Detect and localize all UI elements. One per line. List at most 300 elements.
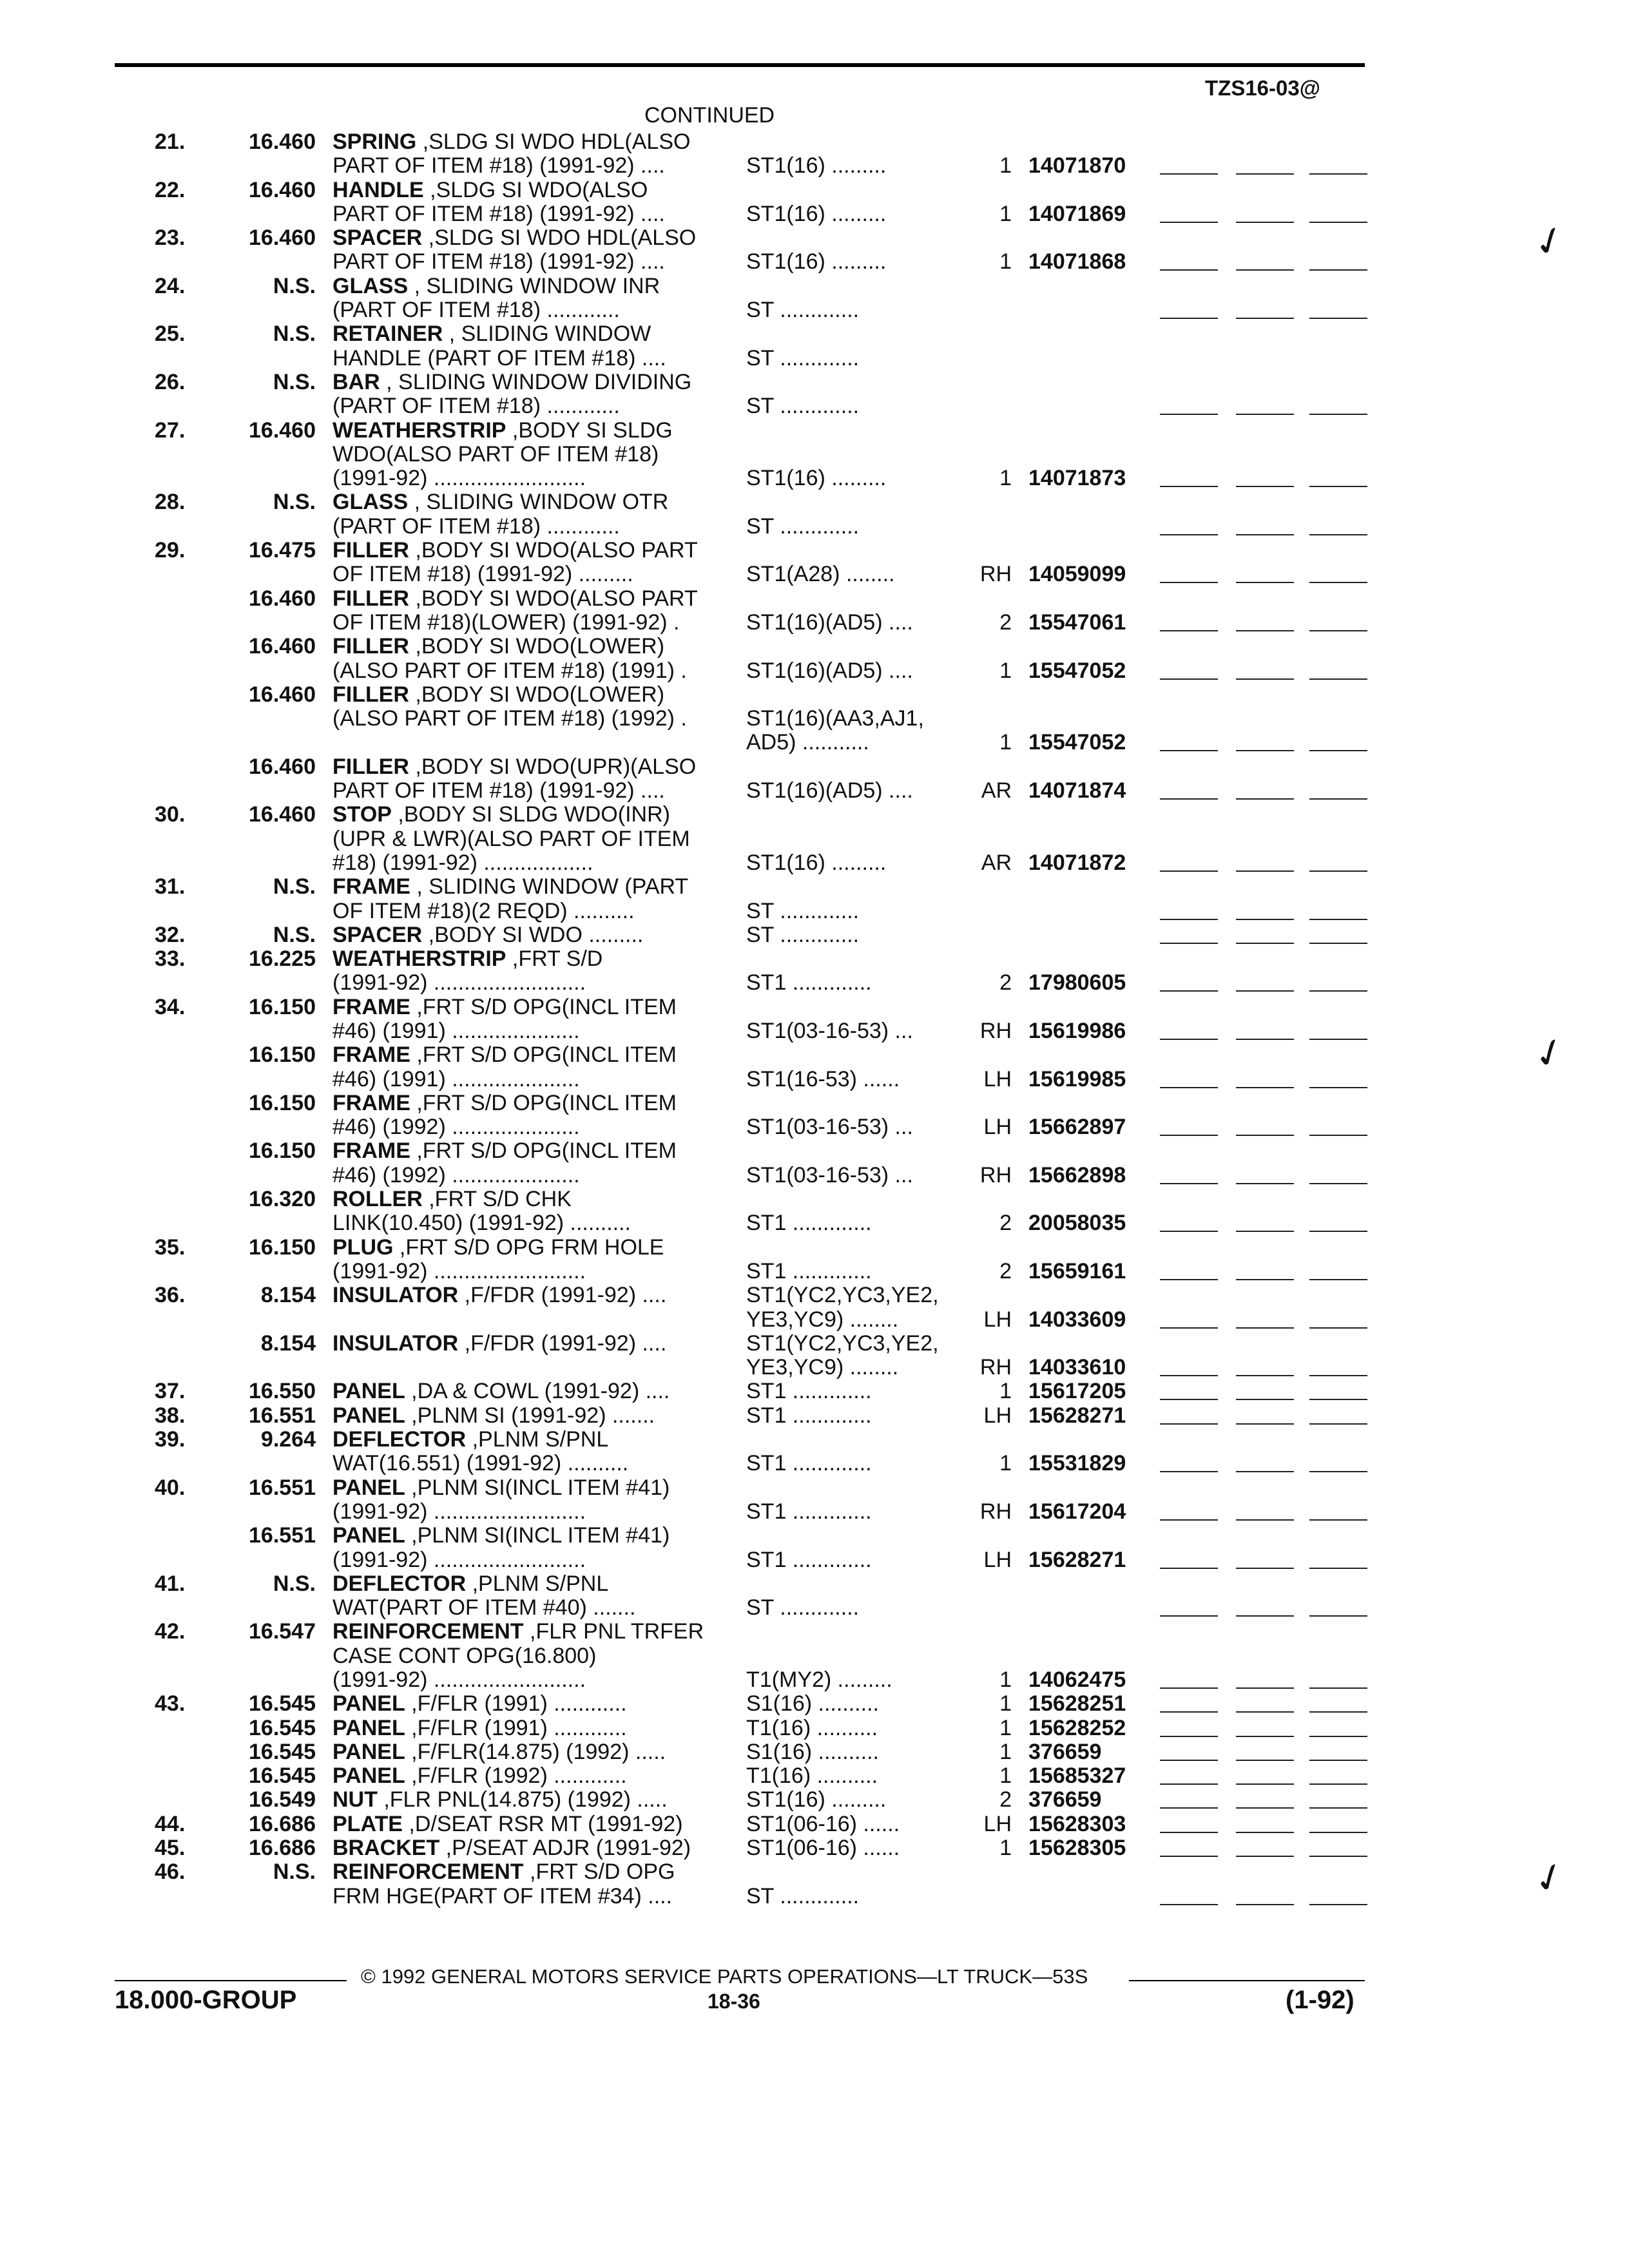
description-text: ,PLNM SI(INCL ITEM #41) xyxy=(405,1523,670,1548)
item-number: 41. xyxy=(155,1571,186,1596)
blank-line xyxy=(1236,1183,1294,1184)
blank-line xyxy=(1236,1423,1294,1425)
description-text: (PART OF ITEM #18) ............ xyxy=(333,298,620,323)
description-text: ,BODY SI WDO(ALSO PART xyxy=(409,538,698,563)
quantity: LH xyxy=(983,1066,1012,1091)
description-text: (1991-92) ......................... xyxy=(333,1547,586,1572)
model-code: ST ............. xyxy=(746,345,860,370)
blank-line xyxy=(1160,318,1218,319)
part-name: PANEL xyxy=(333,1739,405,1764)
table-row xyxy=(0,1452,1629,1475)
description-text: LINK(10.450) (1991-92) .......... xyxy=(333,1211,631,1236)
blank-line xyxy=(1309,1736,1367,1737)
part-number: 376659 xyxy=(1028,1739,1102,1764)
blank-line xyxy=(1309,1519,1367,1521)
group-number: 16.150 xyxy=(249,1043,316,1068)
page-number: 18-36 xyxy=(708,1990,760,2013)
description xyxy=(333,1668,586,1692)
table-row xyxy=(0,827,1629,851)
table-row xyxy=(0,611,1629,635)
table-row xyxy=(0,1548,1629,1572)
model-code: ST1(16)(AD5) .... xyxy=(746,658,913,683)
description xyxy=(333,539,698,562)
group-number: 16.549 xyxy=(249,1787,316,1812)
group-number: 16.686 xyxy=(249,1836,316,1861)
part-name: FILLER xyxy=(333,754,409,779)
part-number: 15628305 xyxy=(1028,1836,1126,1861)
table-row xyxy=(0,1091,1629,1115)
table-row xyxy=(0,1019,1629,1043)
table-row xyxy=(0,635,1629,658)
quantity: 1 xyxy=(999,466,1012,491)
blank-line xyxy=(1160,1423,1218,1425)
description-text: #18) (1991-92) .................. xyxy=(333,850,593,875)
part-name: WEATHERSTRIP xyxy=(333,418,506,443)
part-name: PANEL xyxy=(333,1763,405,1789)
table-row xyxy=(0,707,1629,731)
description xyxy=(333,635,664,658)
group-number: 16.150 xyxy=(249,994,316,1019)
description xyxy=(333,1164,580,1187)
description xyxy=(333,1692,627,1716)
part-number: 15619985 xyxy=(1028,1066,1126,1091)
description-text: ,F/FLR(14.875) (1992) ..... xyxy=(405,1739,666,1764)
blank-line xyxy=(1160,1711,1218,1713)
blank-line xyxy=(1309,750,1367,751)
blank-line xyxy=(1160,582,1218,583)
blank-line xyxy=(1236,269,1294,271)
part-number: 14033610 xyxy=(1028,1355,1126,1380)
blank-line xyxy=(1160,750,1218,751)
table-row xyxy=(0,1644,1629,1668)
quantity: LH xyxy=(983,1811,1012,1836)
model-code: ST1(16) ......... xyxy=(746,850,887,875)
blank-line xyxy=(1309,1687,1367,1689)
description-text: ,FRT S/D OPG FRM HOLE xyxy=(393,1235,664,1260)
blank-line xyxy=(1309,1807,1367,1809)
description-text: ,FRT S/D OPG(INCL ITEM xyxy=(410,1090,677,1115)
blank-line xyxy=(1160,943,1218,944)
table-row xyxy=(0,274,1629,298)
group-number: 9.264 xyxy=(260,1427,316,1452)
blank-line xyxy=(1160,1760,1218,1761)
model-code: ST1(16)(AD5) .... xyxy=(746,778,913,803)
group-number: 16.320 xyxy=(249,1187,316,1212)
quantity: 1 xyxy=(999,153,1012,178)
model-code: ST ............. xyxy=(746,514,860,539)
model-code: ST1(16) ......... xyxy=(746,153,887,178)
table-row xyxy=(0,875,1629,899)
description-text: OF ITEM #18)(2 REQD) .......... xyxy=(333,898,635,923)
part-number: 376659 xyxy=(1028,1787,1102,1812)
blank-line xyxy=(1309,582,1367,583)
description xyxy=(333,1500,586,1524)
part-number: 14033609 xyxy=(1028,1307,1126,1332)
description xyxy=(333,298,620,322)
table-row xyxy=(0,995,1629,1019)
description-text: #46) (1992) ..................... xyxy=(333,1162,580,1187)
part-name: PANEL xyxy=(333,1475,405,1500)
quantity: LH xyxy=(983,1115,1012,1140)
blank-line xyxy=(1236,1327,1294,1329)
quantity: 1 xyxy=(999,1379,1012,1404)
blank-line xyxy=(1309,1760,1367,1761)
description xyxy=(333,443,659,466)
blank-line xyxy=(1309,1832,1367,1833)
blank-line xyxy=(1309,870,1367,872)
group-number: 16.460 xyxy=(249,130,316,154)
group-number: N.S. xyxy=(273,1860,316,1885)
part-name: GLASS xyxy=(333,490,409,515)
model-code: ST1(03-16-53) ... xyxy=(746,1018,913,1043)
blank-line xyxy=(1236,1711,1294,1713)
table-row xyxy=(0,1524,1629,1548)
blank-line xyxy=(1160,990,1218,992)
blank-line xyxy=(1160,222,1218,223)
table-row xyxy=(0,1043,1629,1067)
group-number: N.S. xyxy=(273,322,316,347)
item-number: 29. xyxy=(155,538,186,563)
model-code: ST1(16-53) ...... xyxy=(746,1066,900,1091)
description xyxy=(333,1379,670,1403)
group-number: 16.460 xyxy=(249,226,316,251)
part-name: FRAME xyxy=(333,1043,410,1068)
description-text: #46) (1991) ..................... xyxy=(333,1066,580,1091)
model-code: ST1(16) ......... xyxy=(746,466,887,491)
group-number: 16.545 xyxy=(249,1739,316,1764)
description xyxy=(333,1332,666,1356)
table-row xyxy=(0,1740,1629,1764)
table-row xyxy=(0,851,1629,875)
table-row xyxy=(0,347,1629,370)
group-number: N.S. xyxy=(273,922,316,947)
group-number: 16.551 xyxy=(249,1523,316,1548)
description xyxy=(333,394,620,418)
description-text: ,BODY SI WDO(LOWER) xyxy=(409,682,665,707)
table-row xyxy=(0,1404,1629,1428)
description xyxy=(333,1885,672,1908)
group-number: 8.154 xyxy=(260,1283,316,1308)
quantity: RH xyxy=(979,1162,1012,1187)
description-text: ,F/FLR (1991) ............ xyxy=(405,1691,627,1716)
item-number: 31. xyxy=(155,874,186,899)
description-text: ,PLNM SI (1991-92) ....... xyxy=(405,1403,655,1428)
table-row xyxy=(0,226,1629,250)
blank-line xyxy=(1236,1687,1294,1689)
blank-line xyxy=(1160,1615,1218,1617)
description-text: (1991-92) ......................... xyxy=(333,1667,586,1692)
blank-line xyxy=(1309,1183,1367,1184)
quantity: 1 xyxy=(999,1763,1012,1789)
table-row xyxy=(0,971,1629,995)
description xyxy=(333,827,690,851)
model-code: ST1(16) ......... xyxy=(746,201,887,226)
table-row xyxy=(0,1812,1629,1836)
table-row xyxy=(0,1764,1629,1788)
part-number: 15617205 xyxy=(1028,1379,1126,1404)
check-mark: ✓ xyxy=(1527,1852,1573,1904)
description-text: (1991-92) ......................... xyxy=(333,466,586,491)
blank-line xyxy=(1309,1279,1367,1280)
blank-line xyxy=(1236,534,1294,535)
table-row xyxy=(0,1332,1629,1356)
blank-line xyxy=(1160,1471,1218,1472)
part-number: 15619986 xyxy=(1028,1018,1126,1043)
blank-line xyxy=(1309,1471,1367,1472)
blank-line xyxy=(1160,534,1218,535)
group-number: 16.545 xyxy=(249,1715,316,1740)
model-code: ST1(16)(AA3,AJ1, xyxy=(746,706,924,731)
item-number: 43. xyxy=(155,1691,186,1716)
quantity: LH xyxy=(983,1403,1012,1428)
description xyxy=(333,322,651,346)
part-number: 15547052 xyxy=(1028,658,1126,683)
description xyxy=(333,154,665,178)
description-text: ,F/FDR (1991-92) .... xyxy=(458,1331,667,1356)
table-row xyxy=(0,683,1629,707)
quantity: 1 xyxy=(999,730,1012,755)
blank-line xyxy=(1236,678,1294,680)
blank-line xyxy=(1236,318,1294,319)
quantity: RH xyxy=(979,1355,1012,1380)
description-text: ,DA & COWL (1991-92) .... xyxy=(405,1379,670,1404)
description xyxy=(333,587,698,611)
model-code: ST1(A28) ........ xyxy=(746,562,895,587)
blank-line xyxy=(1160,1568,1218,1569)
blank-line xyxy=(1160,1687,1218,1689)
part-number: 15531829 xyxy=(1028,1451,1126,1476)
table-row xyxy=(0,1428,1629,1452)
blank-line xyxy=(1309,1327,1367,1329)
blank-line xyxy=(1160,678,1218,680)
table-row xyxy=(0,755,1629,779)
model-code: ST1(16)(AD5) .... xyxy=(746,610,913,635)
part-name: SPACER xyxy=(333,922,423,947)
description-text: , SLIDING WINDOW (PART xyxy=(410,874,689,899)
part-name: NUT xyxy=(333,1787,378,1812)
item-number: 37. xyxy=(155,1379,186,1404)
description-text: #46) (1992) ..................... xyxy=(333,1115,580,1140)
description xyxy=(333,490,668,514)
part-name: FILLER xyxy=(333,586,409,611)
item-number: 30. xyxy=(155,802,186,827)
part-name: PANEL xyxy=(333,1691,405,1716)
group-number: 16.475 xyxy=(249,538,316,563)
quantity: 1 xyxy=(999,1667,1012,1692)
blank-line xyxy=(1309,318,1367,319)
quantity: 1 xyxy=(999,1451,1012,1476)
blank-line xyxy=(1236,1783,1294,1785)
part-name: PLUG xyxy=(333,1235,394,1260)
blank-line xyxy=(1160,798,1218,800)
blank-line xyxy=(1236,943,1294,944)
model-code: ST1(16) ......... xyxy=(746,249,887,274)
part-name: PANEL xyxy=(333,1523,405,1548)
model-code: ST1 ............. xyxy=(746,1403,872,1428)
blank-line xyxy=(1160,1327,1218,1329)
blank-line xyxy=(1236,919,1294,920)
blank-line xyxy=(1160,269,1218,271)
part-number: 15547052 xyxy=(1028,730,1126,755)
continued-label: CONTINUED xyxy=(644,103,775,128)
group-number: 16.551 xyxy=(249,1403,316,1428)
blank-line xyxy=(1236,1736,1294,1737)
description xyxy=(333,923,643,947)
blank-line xyxy=(1160,486,1218,487)
blank-line xyxy=(1309,990,1367,992)
description xyxy=(333,875,688,899)
description-text: ,BODY SI WDO(LOWER) xyxy=(409,634,665,659)
quantity: 1 xyxy=(999,1739,1012,1764)
part-number: 14071874 xyxy=(1028,778,1126,803)
blank-line xyxy=(1160,919,1218,920)
part-name: DEFLECTOR xyxy=(333,1571,467,1596)
description xyxy=(333,178,648,202)
table-row xyxy=(0,1620,1629,1644)
group-number: 16.460 xyxy=(249,802,316,827)
part-number: 15685327 xyxy=(1028,1763,1126,1789)
group-number: 16.547 xyxy=(249,1619,316,1644)
group-number: N.S. xyxy=(273,1571,316,1596)
model-code: ST ............. xyxy=(746,922,860,947)
table-row xyxy=(0,370,1629,394)
description xyxy=(333,562,633,586)
description xyxy=(333,1068,580,1091)
item-number: 44. xyxy=(155,1811,186,1836)
description xyxy=(333,1572,608,1596)
blank-line xyxy=(1309,534,1367,535)
description-text: , SLIDING WINDOW xyxy=(443,322,651,347)
table-row xyxy=(0,587,1629,611)
description xyxy=(333,1596,635,1620)
description-text: WAT(16.551) (1991-92) .......... xyxy=(333,1451,629,1476)
part-name: FRAME xyxy=(333,1090,410,1115)
table-row xyxy=(0,1692,1629,1716)
part-name: WEATHERSTRIP xyxy=(333,947,506,972)
quantity: LH xyxy=(983,1547,1012,1572)
table-row xyxy=(0,419,1629,443)
description xyxy=(333,1836,691,1860)
table-row xyxy=(0,130,1629,154)
item-number: 32. xyxy=(155,922,186,947)
blank-line xyxy=(1160,630,1218,631)
description-text: (1991-92) ......................... xyxy=(333,1499,586,1524)
part-name: GLASS xyxy=(333,273,409,298)
footer-rule-right xyxy=(1129,1980,1365,1981)
part-name: INSULATOR xyxy=(333,1331,459,1356)
blank-line xyxy=(1309,1423,1367,1425)
model-code: T1(16) .......... xyxy=(746,1715,878,1740)
description-text: ,BODY SI SLDG WDO(INR) xyxy=(391,802,670,827)
model-code: S1(16) .......... xyxy=(746,1739,879,1764)
description xyxy=(333,370,691,394)
blank-line xyxy=(1160,1231,1218,1232)
item-number: 46. xyxy=(155,1860,186,1885)
description xyxy=(333,1236,664,1260)
description xyxy=(333,1091,677,1115)
model-code: ST1 ............. xyxy=(746,1258,872,1283)
description xyxy=(333,779,665,803)
description-text: ,PLNM S/PNL xyxy=(466,1427,609,1452)
group-number: 16.460 xyxy=(249,682,316,707)
blank-line xyxy=(1236,1832,1294,1833)
part-name: FILLER xyxy=(333,682,409,707)
model-code: ST1 ............. xyxy=(746,1379,872,1404)
description-text: , SLIDING WINDOW DIVIDING xyxy=(380,369,692,394)
description xyxy=(333,1019,580,1043)
quantity: LH xyxy=(983,1307,1012,1332)
part-number: 15628271 xyxy=(1028,1403,1126,1428)
description xyxy=(333,1524,670,1548)
description xyxy=(333,1644,596,1668)
table-row xyxy=(0,659,1629,683)
blank-line xyxy=(1309,486,1367,487)
description-text: PART OF ITEM #18) (1991-92) .... xyxy=(333,153,665,178)
parts-list xyxy=(0,130,1629,1908)
description xyxy=(333,1812,683,1836)
description-text: ,F/FLR (1992) ............ xyxy=(405,1763,627,1789)
description xyxy=(333,515,620,539)
table-row xyxy=(0,923,1629,947)
blank-line xyxy=(1309,798,1367,800)
table-row xyxy=(0,298,1629,322)
blank-line xyxy=(1236,1904,1294,1905)
description xyxy=(333,1452,628,1475)
description-text: ,SLDG SI WDO HDL(ALSO xyxy=(422,226,697,251)
blank-line xyxy=(1309,1856,1367,1857)
description xyxy=(333,1620,704,1644)
group-number: 16.686 xyxy=(249,1811,316,1836)
table-row xyxy=(0,1788,1629,1812)
model-code: ST1(06-16) ...... xyxy=(746,1836,900,1861)
part-name: FILLER xyxy=(333,634,409,659)
group-number: 16.460 xyxy=(249,177,316,202)
description-text: ,PLNM SI(INCL ITEM #41) xyxy=(405,1475,670,1500)
table-row xyxy=(0,1139,1629,1163)
blank-line xyxy=(1236,1615,1294,1617)
quantity: 1 xyxy=(999,1691,1012,1716)
model-code: S1(16) .......... xyxy=(746,1691,879,1716)
table-row xyxy=(0,394,1629,418)
description xyxy=(333,1211,631,1235)
blank-line xyxy=(1236,1135,1294,1136)
description xyxy=(333,851,593,875)
description xyxy=(333,1788,668,1812)
description-text: #46) (1991) ..................... xyxy=(333,1018,580,1043)
item-number: 33. xyxy=(155,947,186,972)
table-row xyxy=(0,1476,1629,1500)
item-number: 28. xyxy=(155,490,186,515)
description-text: (PART OF ITEM #18) ............ xyxy=(333,394,620,419)
description-text: OF ITEM #18)(LOWER) (1991-92) . xyxy=(333,610,680,635)
blank-line xyxy=(1309,269,1367,271)
description-text: PART OF ITEM #18) (1991-92) .... xyxy=(333,778,665,803)
group-number: 8.154 xyxy=(260,1331,316,1356)
description xyxy=(333,130,690,154)
description-text: ,FRT S/D OPG(INCL ITEM xyxy=(410,1139,677,1164)
model-code: ST1 ............. xyxy=(746,1211,872,1236)
table-row xyxy=(0,539,1629,562)
description-text: ,BODY SI WDO(ALSO PART xyxy=(409,586,698,611)
item-number: 45. xyxy=(155,1836,186,1861)
description xyxy=(333,1716,627,1740)
table-row xyxy=(0,443,1629,466)
item-number: 35. xyxy=(155,1235,186,1260)
blank-line xyxy=(1160,1519,1218,1521)
table-row xyxy=(0,1211,1629,1235)
item-number: 39. xyxy=(155,1427,186,1452)
blank-line xyxy=(1160,1399,1218,1400)
